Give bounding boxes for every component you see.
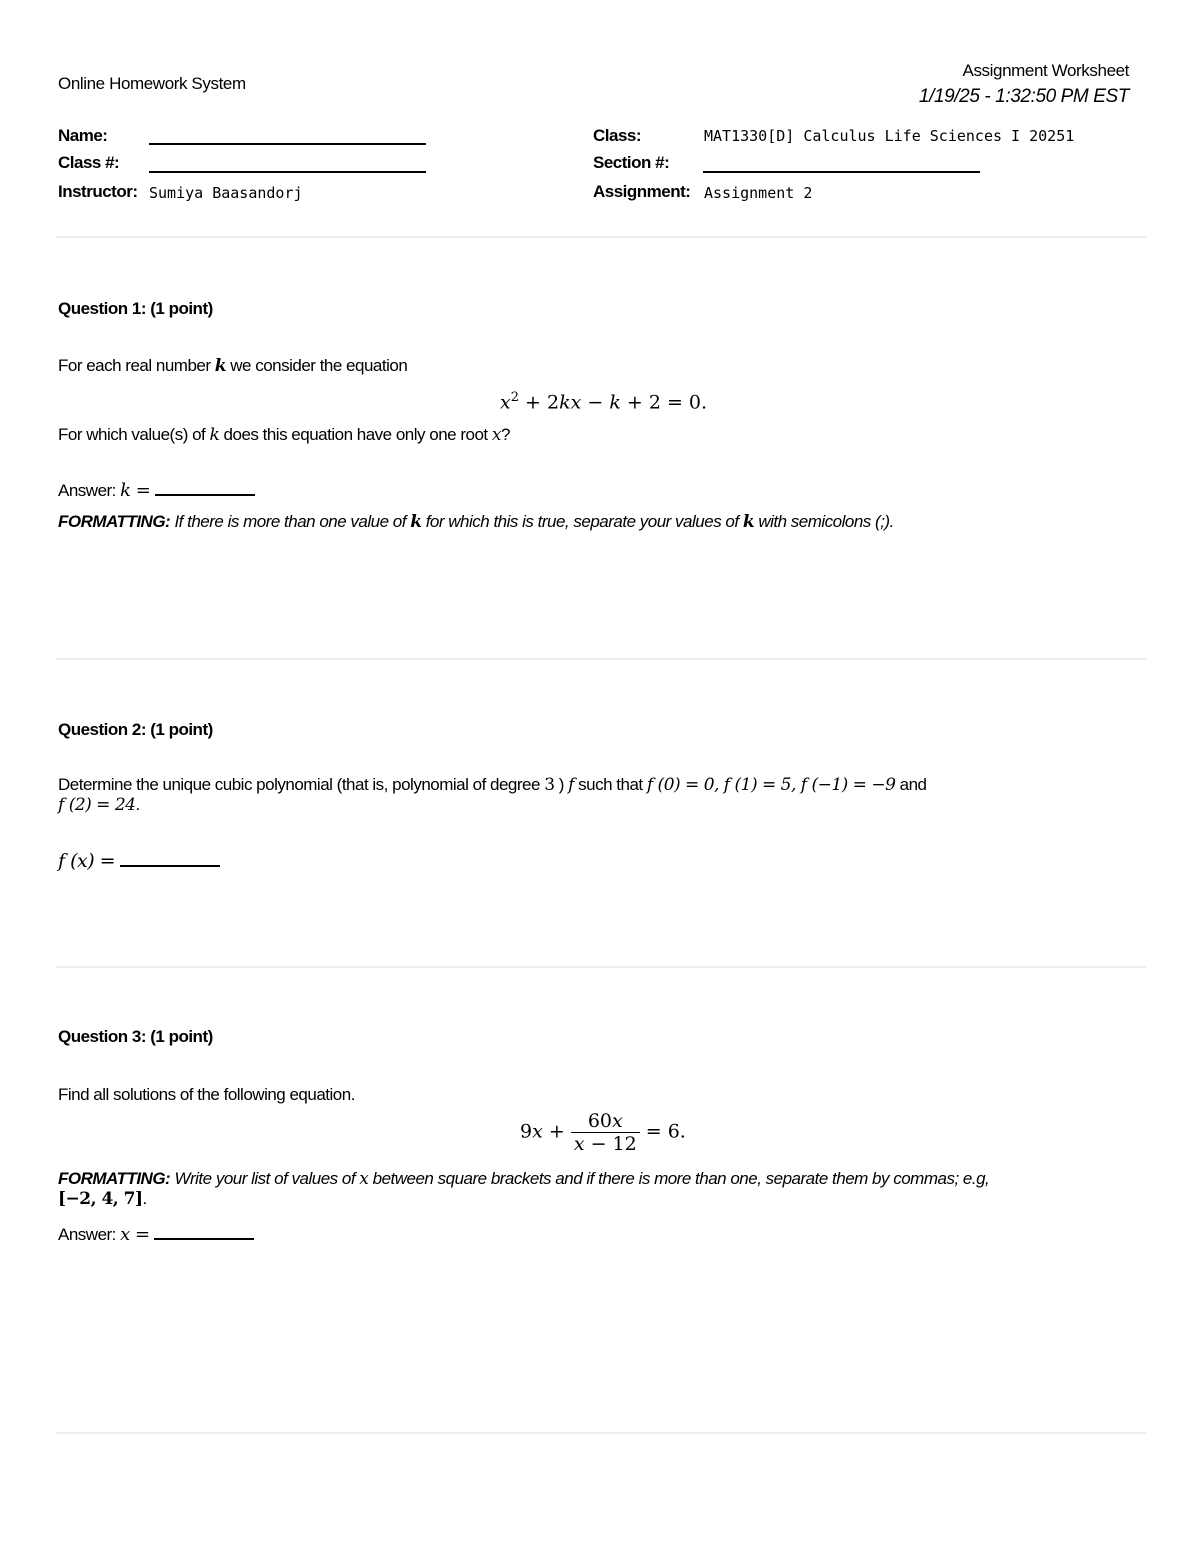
class-label: Class: (593, 126, 642, 145)
class-value: MAT1330[D] Calculus Life Sciences I 20251 (704, 127, 1075, 145)
question-1-title: Question 1: (1 point) (58, 299, 213, 318)
class-number-label: Class #: (58, 153, 120, 172)
worksheet-date: 1/19/25 - 1:32:50 PM EST (918, 86, 1129, 107)
question-2-text: Determine the unique cubic polynomial (that is, polynomial of degree 3 ) f such that f (0) = 0, f (1) = 5, f (−1) = −9 and f (2) = 24. (58, 775, 927, 815)
section-label: Section #: (593, 153, 670, 172)
question-1-intro: For each real number k we consider the equation (58, 356, 408, 376)
header-divider (56, 236, 1146, 238)
question-3-title: Question 3: (1 point) (58, 1027, 213, 1046)
question-3-intro: Find all solutions of the following equation. (58, 1085, 355, 1104)
class-number-blank (149, 171, 426, 173)
question-3-answer: Answer: x = (58, 1224, 254, 1245)
question-1-answer: Answer: k = (58, 480, 255, 501)
question-1-formatting: FORMATTING: If there is more than one value of k for which this is true, separate your values of k with semicolons (;). (58, 512, 894, 532)
instructor-label: Instructor: (58, 182, 138, 201)
question-3-formatting: FORMATTING: Write your list of values of x between square brackets and if there is more than one, separate them by commas; e.g, [−2, 4, 7]. (58, 1169, 990, 1209)
section-blank (703, 171, 980, 173)
question-1-equation: $x^2 + 2kx - k + 2 = 0$. (500, 390, 708, 414)
instructor-value: Sumiya Baasandorj (149, 184, 303, 202)
question-2-title: Question 2: (1 point) (58, 720, 213, 739)
worksheet-title: Assignment Worksheet (962, 61, 1129, 80)
question-3-divider (56, 1432, 1146, 1434)
name-label: Name: (58, 126, 108, 145)
question-3-equation: 9x + $\frac{60x}{x - 12}$ = 6. (520, 1110, 686, 1155)
question-2-answer: f (x) = (58, 850, 220, 873)
question-2-answer-field[interactable] (120, 851, 220, 867)
question-1-prompt: For which value(s) of k does this equation have only one root x? (58, 425, 510, 445)
site-name: Online Homework System (58, 74, 246, 93)
name-blank (149, 143, 426, 145)
assignment-value: Assignment 2 (704, 184, 813, 202)
question-3-answer-field[interactable] (154, 1224, 254, 1240)
question-1-divider (56, 658, 1146, 660)
assignment-label: Assignment: (593, 182, 691, 201)
question-2-divider (56, 966, 1146, 968)
question-1-answer-field[interactable] (155, 480, 255, 496)
